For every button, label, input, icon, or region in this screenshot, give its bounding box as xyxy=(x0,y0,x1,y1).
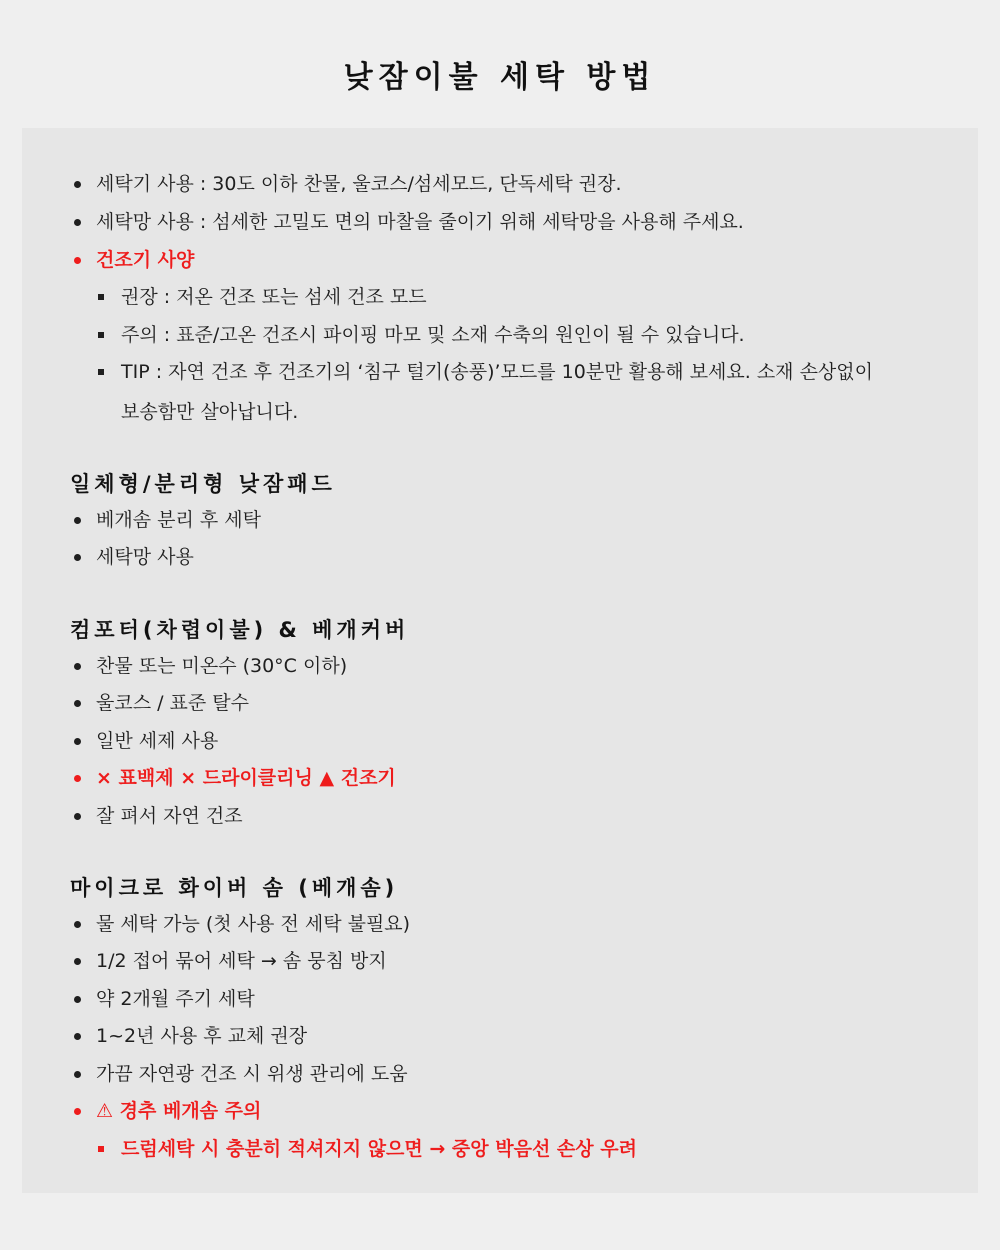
bullet-dot xyxy=(74,554,81,561)
bullet-square xyxy=(98,294,104,300)
bullet-dot xyxy=(74,813,81,820)
bullet-dot xyxy=(74,996,81,1003)
bullet-dot xyxy=(74,181,81,188)
bullet-dot xyxy=(74,700,81,707)
section-heading: 마이크로 화이버 솜 (베개솜) xyxy=(70,876,399,900)
bullet-dot xyxy=(74,517,81,524)
bullet-dot xyxy=(74,1033,81,1040)
bullet-dot xyxy=(74,219,81,226)
bullet-dot xyxy=(74,663,81,670)
page-title: 낮잠이불 세탁 방법 xyxy=(343,60,657,95)
section-heading: 일체형/분리형 낮잠패드 xyxy=(70,472,336,496)
bullet-square xyxy=(98,1146,104,1152)
bullet-dot xyxy=(74,775,81,782)
sub-list-item-continued: 보송함만 살아납니다. xyxy=(121,401,299,423)
bullet-dot xyxy=(74,921,81,928)
section-heading: 컴포터(차렵이불) & 베개커버 xyxy=(70,618,410,642)
bullet-dot xyxy=(74,257,81,264)
bullet-dot xyxy=(74,1071,81,1078)
bullet-square xyxy=(98,332,104,338)
bullet-dot xyxy=(74,958,81,965)
bullet-dot xyxy=(74,738,81,745)
bullet-square xyxy=(98,369,104,375)
bullet-dot xyxy=(74,1108,81,1115)
